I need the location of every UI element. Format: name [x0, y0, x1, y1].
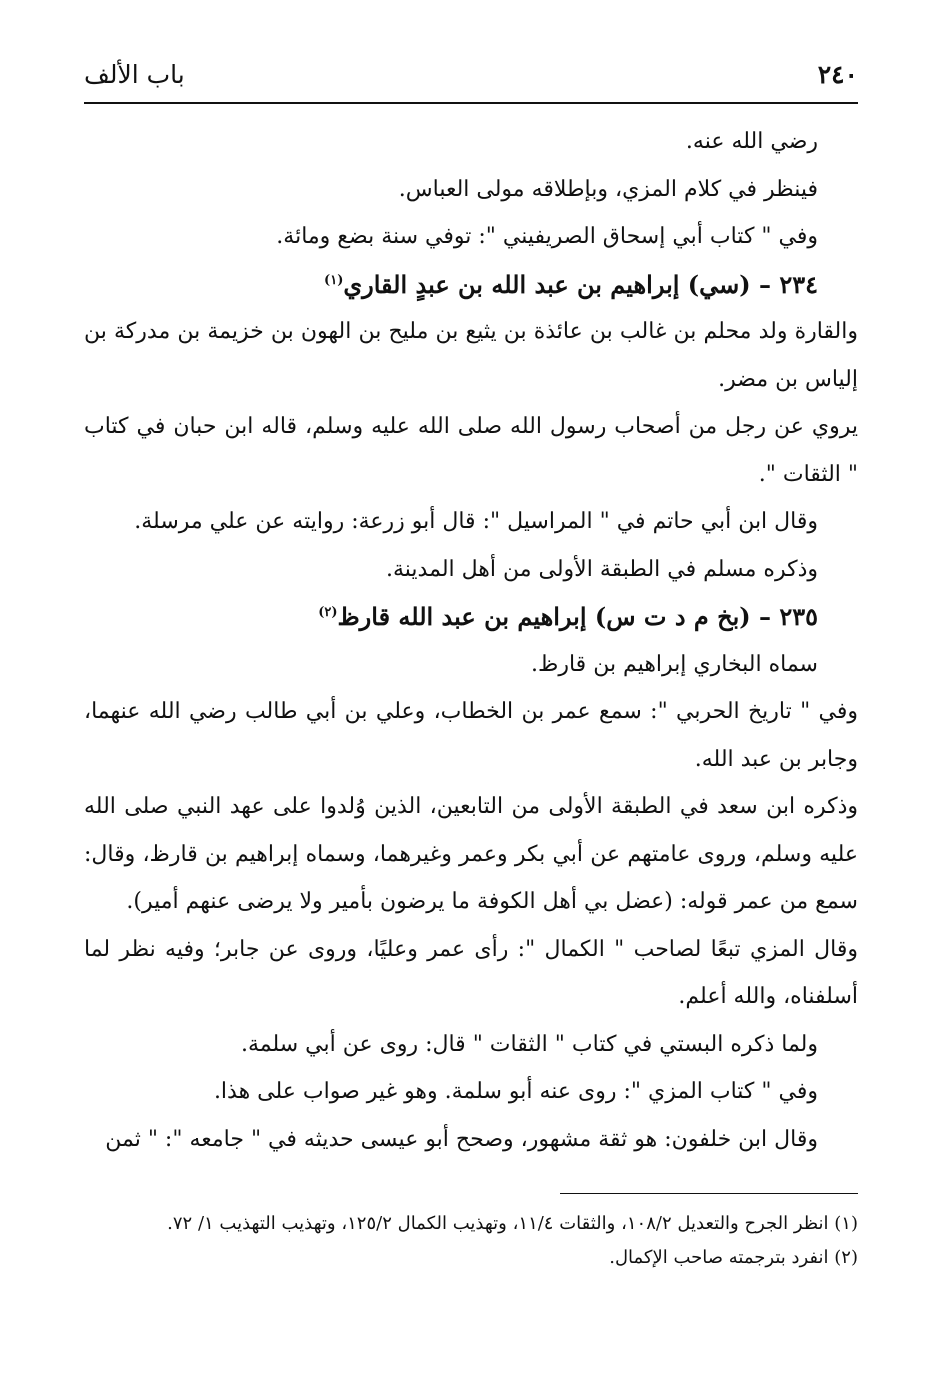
footnote-separator	[560, 1193, 858, 1194]
text-line: وذكره مسلم في الطبقة الأولى من أهل المدينة.	[386, 556, 818, 582]
page-number: ٢٤٠	[817, 60, 858, 89]
text-line: وقال ابن خلفون: هو ثقة مشهور، وصحح أبو عيسى حديثه في " جامعه ": " ثمن	[105, 1126, 818, 1152]
entry-heading-text: ٢٣٥ – (بخ م د ت س) إبراهيم بن عبد الله قارظ	[337, 602, 818, 631]
text-line: وفي " كتاب المزي ": روى عنه أبو سلمة. وهو غير صواب على هذا.	[213, 1079, 818, 1104]
paragraph: وفي " تاريخ الحربي ": سمع عمر بن الخطاب، وعلي بن أبي طالب رضي الله عنهما، وجابر بن عبد الله.	[84, 699, 858, 772]
page-header	[84, 58, 858, 104]
text-line: وفي " كتاب أبي إسحاق الصريفيني ": توفي سنة بضع ومائة.	[276, 224, 818, 249]
text-line: سماه البخاري إبراهيم بن قارظ.	[531, 651, 818, 677]
text-line: وقال ابن أبي حاتم في " المراسيل ": قال أبو زرعة: روايته عن علي مرسلة.	[134, 509, 818, 534]
footnotes	[84, 1208, 858, 1276]
paragraph: يروي عن رجل من أصحاب رسول الله صلى الله عليه وسلم، قاله ابن حبان في كتاب " الثقات ".	[84, 414, 858, 487]
footnote-2: (٢) انفرد بترجمته صاحب الإكمال.	[609, 1247, 858, 1268]
text-line: ولما ذكره البستي في كتاب " الثقات " قال: روى عن أبي سلمة.	[240, 1031, 818, 1057]
entry-heading-235	[84, 593, 858, 641]
entry-heading-text: ٢٣٤ – (سي) إبراهيم بن عبد الله بن عبدٍ القاري	[343, 269, 818, 299]
footnote-ref: (٢)	[318, 605, 338, 620]
text-line: رضي الله عنه.	[685, 129, 818, 154]
main-text	[84, 118, 858, 1163]
running-title: باب الألف	[84, 60, 185, 89]
text-line: فينظر في كلام المزي، وبإطلاقه مولى العباس.	[398, 176, 818, 202]
footnote-1: (١) انظر الجرح والتعديل ١٠٨/٢، والثقات ١١/٤، وتهذيب الكمال ١٢٥/٢، وتهذيب التهذيب ١/ ٧٢.	[167, 1213, 858, 1234]
paragraph: وقال المزي تبعًا لصاحب " الكمال ": رأى عمر وعليًا، وروى عن جابر؛ وفيه نظر لما أسلفناه، والله أعلم.	[84, 936, 858, 1009]
entry-heading-234	[84, 261, 858, 309]
paragraph: والقارة ولد محلم بن غالب بن عائذة بن يثيع بن مليح بن الهون بن خزيمة بن مدركة بن إلياس بن مضر.	[84, 319, 858, 392]
footnote-ref: (١)	[324, 272, 344, 288]
paragraph: وذكره ابن سعد في الطبقة الأولى من التابعين، الذين وُلدوا على عهد النبي صلى الله عليه وسلم، وروى عامتهم عن أبي بكر وعمر وغيرهما، وسماه إبراهيم بن قارظ، وقال: سمع من عمر قوله: (عضل بي أهل الكوفة ما يرضون بأمير ولا يرضى عنهم أمير).	[84, 794, 858, 914]
